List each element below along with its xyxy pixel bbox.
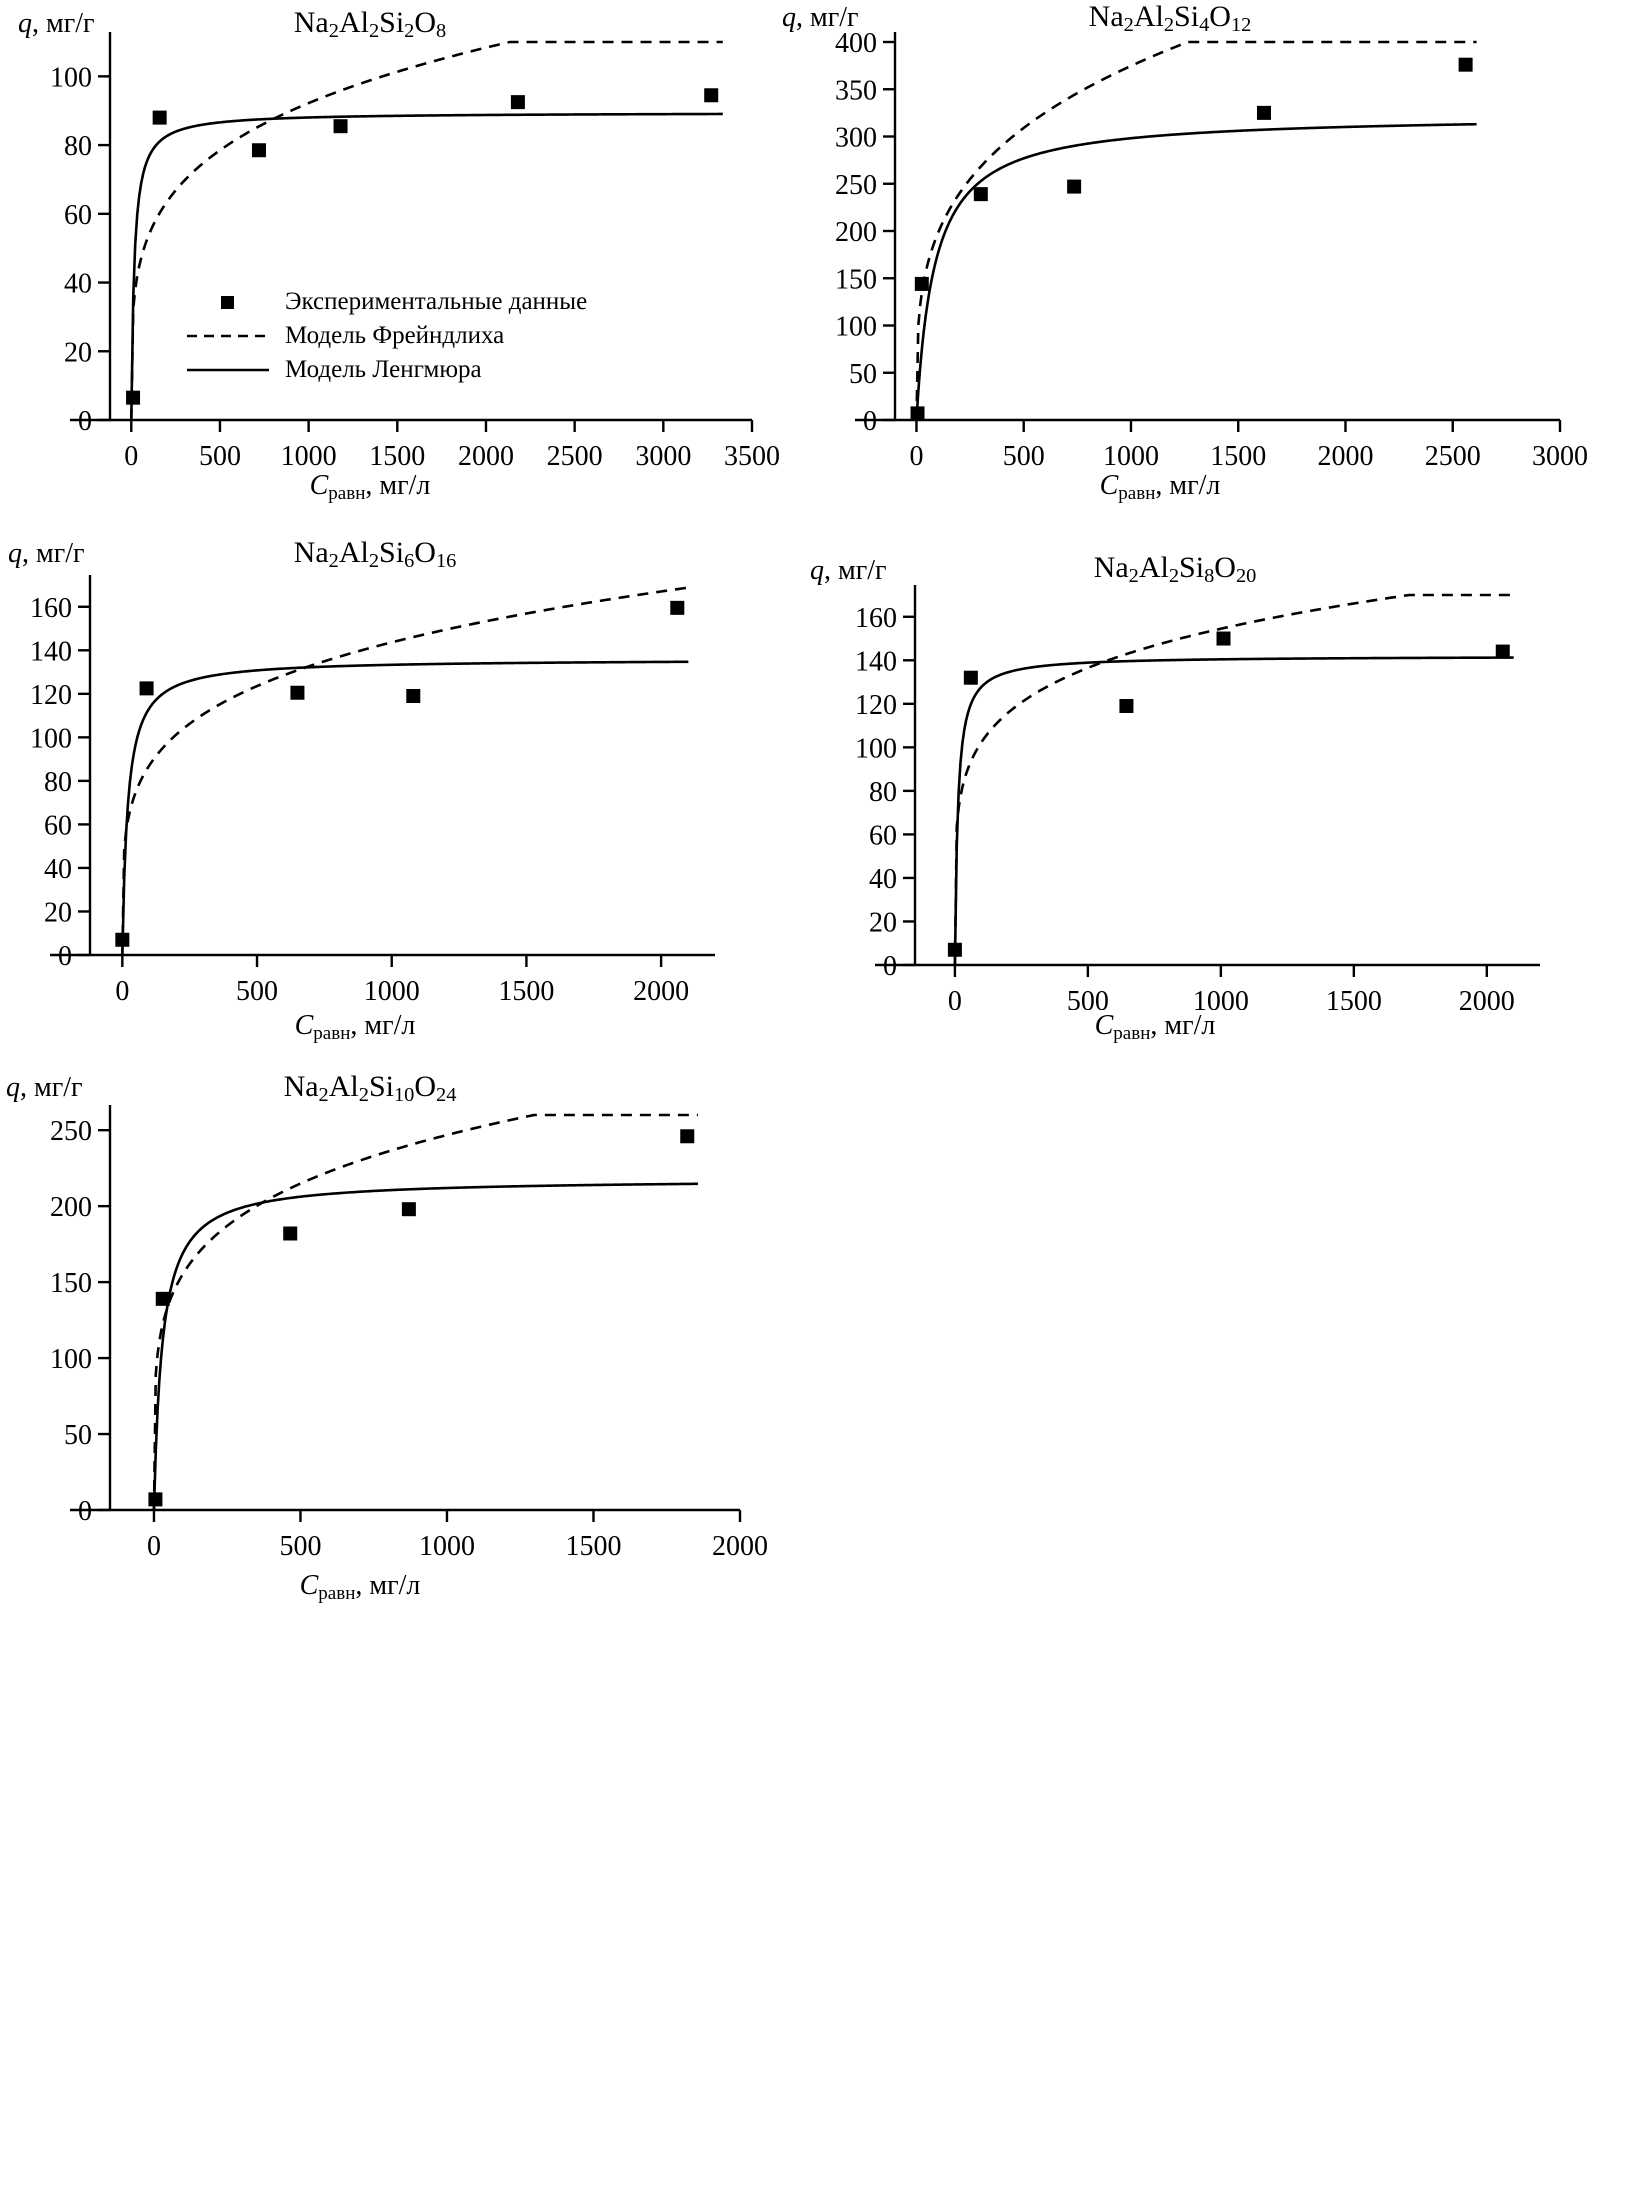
data-point [334,119,348,133]
data-point [126,391,140,405]
svg-text:2000: 2000 [457,441,514,470]
svg-text:150: 150 [835,264,877,296]
svg-text:40: 40 [64,268,92,300]
svg-text:3000: 3000 [635,441,692,470]
svg-text:250: 250 [50,1116,92,1148]
data-point [252,143,266,157]
square-marker-icon [185,292,271,312]
svg-text:60: 60 [44,810,72,842]
svg-text:3000: 3000 [1532,441,1588,470]
panel-5-canvas [0,1060,790,1570]
svg-text:1500: 1500 [369,441,426,470]
svg-text:1500: 1500 [1325,986,1382,1010]
data-point [290,686,304,700]
svg-text:3500: 3500 [724,441,780,470]
data-point [148,1492,162,1506]
legend-item-freundlich [185,319,587,353]
svg-text:250: 250 [835,169,877,201]
panel-1-y-axis-label: q, мг/г [18,8,95,39]
panel-3-canvas [0,530,790,1010]
svg-text:1000: 1000 [363,976,420,1007]
svg-text:120: 120 [30,679,72,711]
svg-text:2000: 2000 [712,1531,768,1562]
svg-text:0: 0 [883,951,897,982]
data-point [964,671,978,685]
svg-text:1500: 1500 [498,976,555,1007]
svg-text:200: 200 [835,217,877,248]
data-point [948,943,962,957]
svg-text:0: 0 [58,941,72,972]
svg-text:160: 160 [855,602,897,634]
panel-4-canvas [820,545,1610,1010]
data-point [156,1292,170,1306]
data-point [1459,58,1473,72]
svg-text:350: 350 [835,75,877,107]
svg-text:20: 20 [44,897,72,929]
panel-3-title: $Na_2Al_2Si_6O_{16}$ [293,536,457,573]
data-point [115,933,129,947]
svg-text:1000: 1000 [1102,441,1159,470]
panel-4-title: $Na_2Al_2Si_8O_{20}$ [1093,551,1257,588]
panel-3-y-axis-label: q, мг/г [8,538,85,569]
panel-5-title: $Na_2Al_2Si_{10}O_{24}$ [283,1070,457,1107]
dashed-line-icon [185,326,271,346]
svg-text:500: 500 [1066,986,1109,1010]
svg-text:200: 200 [50,1192,92,1224]
svg-text:50: 50 [849,358,877,390]
svg-text:500: 500 [279,1531,322,1562]
legend-label-langmuir: Модель Ленгмюра [285,356,482,383]
panel-2-canvas [800,0,1590,470]
svg-text:120: 120 [855,689,897,721]
data-point [911,406,925,420]
data-point [402,1202,416,1216]
svg-text:0: 0 [124,441,139,470]
svg-text:20: 20 [64,337,92,369]
svg-text:0: 0 [115,976,130,1007]
chart-panel-2 [782,0,1590,520]
data-point [283,1227,297,1241]
panel-1-title: $Na_2Al_2Si_2O_8$ [293,6,447,43]
svg-text:0: 0 [947,986,962,1010]
svg-text:40: 40 [869,863,897,895]
svg-text:100: 100 [50,62,92,94]
data-point [1496,645,1510,659]
svg-text:1000: 1000 [1192,986,1249,1010]
legend [185,285,587,387]
svg-text:2500: 2500 [1424,441,1481,470]
svg-text:20: 20 [869,907,897,939]
data-point [670,601,684,615]
svg-text:140: 140 [30,636,72,668]
data-point [915,277,929,291]
data-point [1119,699,1133,713]
panel-4-y-axis-label: q, мг/г [810,555,887,586]
data-point [511,95,525,109]
svg-text:500: 500 [236,976,279,1007]
data-point [406,689,420,703]
data-point [1257,106,1271,120]
chart-panel-4 [810,545,1610,1065]
chart-panel-1 [0,0,790,520]
svg-text:400: 400 [835,28,877,59]
svg-text:140: 140 [855,646,897,678]
svg-text:60: 60 [64,199,92,231]
svg-text:1500: 1500 [565,1531,622,1562]
data-point [153,111,167,125]
panel-5-x-axis-label: $C_{равн}$, мг/л [299,1570,421,1604]
panel-3-x-axis-label: $C_{равн}$, мг/л [294,1010,416,1044]
data-point [974,187,988,201]
chart-panel-3 [0,530,790,1050]
data-point [140,681,154,695]
svg-text:150: 150 [50,1268,92,1300]
svg-text:1500: 1500 [1210,441,1267,470]
panel-2-x-axis-label: $C_{равн}$, мг/л [1099,470,1221,504]
svg-text:0: 0 [78,1496,92,1527]
data-point [1067,180,1081,194]
svg-text:2000: 2000 [1317,441,1374,470]
svg-text:40: 40 [44,853,72,885]
svg-text:0: 0 [146,1531,161,1562]
svg-text:0: 0 [863,406,877,437]
panel-1-x-axis-label: $C_{равн}$, мг/л [309,470,431,504]
svg-text:0: 0 [909,441,924,470]
panel-2-y-axis-label: q, мг/г [782,2,859,33]
panel-4-x-axis-label: $C_{равн}$, мг/л [1094,1010,1216,1044]
svg-text:1000: 1000 [280,441,337,470]
svg-text:80: 80 [869,776,897,808]
svg-text:0: 0 [78,406,92,437]
svg-text:300: 300 [835,122,877,154]
panel-2-title: $Na_2Al_2Si_4O_{12}$ [1088,0,1252,37]
svg-text:1000: 1000 [418,1531,475,1562]
solid-line-icon [185,360,271,380]
svg-text:2000: 2000 [1458,986,1515,1010]
svg-text:2500: 2500 [546,441,603,470]
panel-5-y-axis-label: q, мг/г [6,1072,83,1103]
svg-text:160: 160 [30,592,72,624]
data-point [680,1129,694,1143]
svg-text:100: 100 [30,723,72,755]
data-point [1217,632,1231,646]
svg-text:500: 500 [198,441,241,470]
chart-panel-5 [0,1060,790,1620]
legend-label-freundlich: Модель Фрейндлиха [285,322,505,349]
svg-text:60: 60 [869,820,897,852]
svg-text:80: 80 [64,131,92,163]
legend-item-experimental [185,285,587,319]
svg-text:2000: 2000 [633,976,690,1007]
svg-text:100: 100 [50,1344,92,1376]
svg-text:100: 100 [855,733,897,765]
svg-text:100: 100 [835,311,877,343]
svg-text:50: 50 [64,1420,92,1452]
legend-item-langmuir [185,353,587,387]
data-point [704,88,718,102]
legend-label-experimental: Экспериментальные данные [285,288,588,315]
svg-text:500: 500 [1002,441,1045,470]
panel-1-canvas [0,0,790,470]
svg-text:80: 80 [44,766,72,798]
